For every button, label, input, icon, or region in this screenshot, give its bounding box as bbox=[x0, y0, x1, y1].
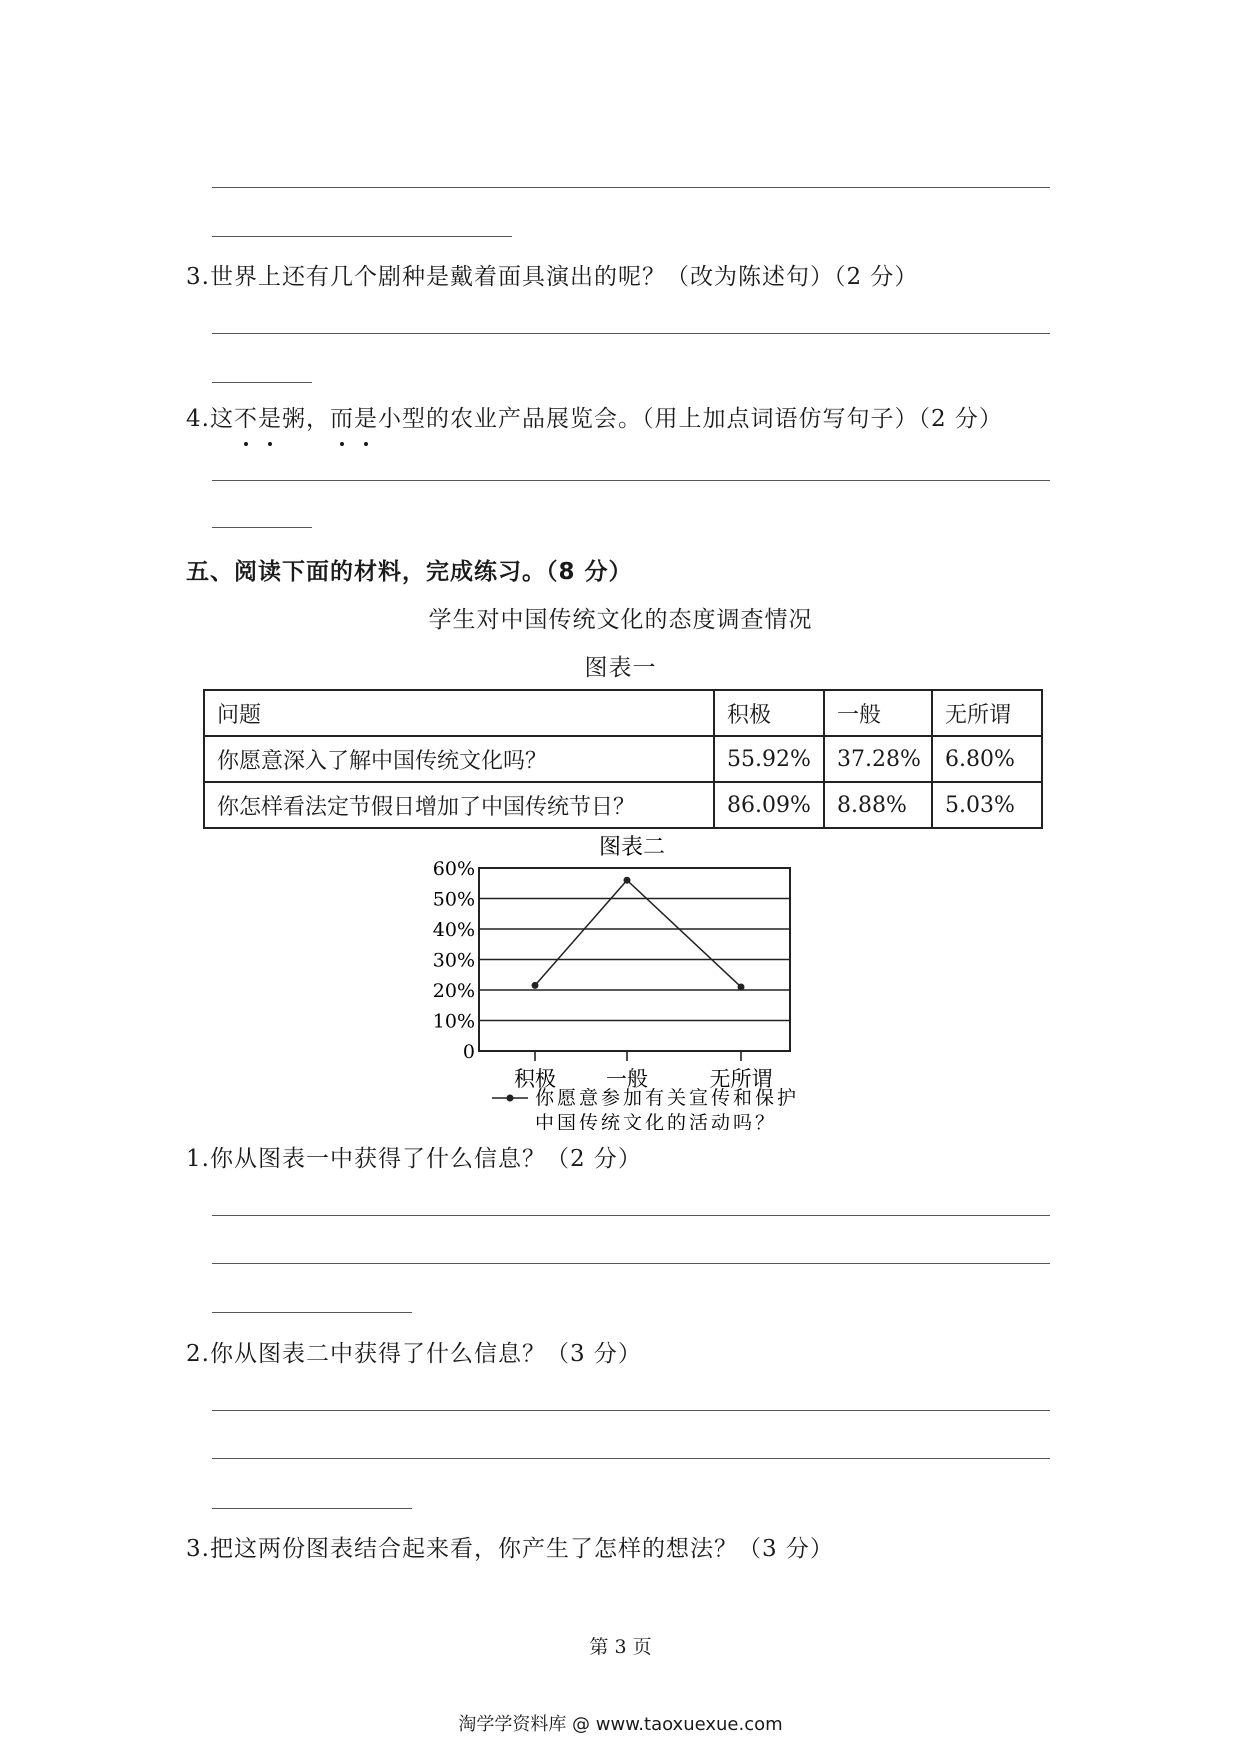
series-line bbox=[532, 877, 745, 991]
table-cell: 6.80% bbox=[932, 736, 1042, 782]
answer-line bbox=[212, 1215, 1050, 1216]
table-cell: 你愿意深入了解中国传统文化吗？ bbox=[204, 736, 714, 782]
q4-text-c: 小型的农业产品展览会。（用上加点词语仿写句子）（2 分） bbox=[377, 406, 1003, 432]
y-tick-label: 0 bbox=[462, 1041, 475, 1063]
table-header-cell: 问题 bbox=[204, 690, 714, 736]
table-row bbox=[204, 736, 1042, 782]
gridlines bbox=[479, 899, 790, 1021]
survey-title: 学生对中国传统文化的态度调查情况 bbox=[428, 607, 813, 633]
series-polyline bbox=[535, 880, 741, 987]
y-tick-label: 20% bbox=[432, 980, 475, 1002]
legend-text: 你愿意参加有关宣传和保护 bbox=[535, 1087, 800, 1109]
table-cell: 5.03% bbox=[932, 782, 1042, 828]
table-cell: 37.28% bbox=[824, 736, 932, 782]
table-header-cell: 一般 bbox=[824, 690, 932, 736]
section-heading: 五、阅读下面的材料，完成练习。（8 分） bbox=[186, 559, 633, 585]
footer-watermark: 淘学学资料库 @ www.taoxuexue.com bbox=[458, 1714, 783, 1735]
data-point bbox=[532, 982, 539, 989]
legend bbox=[492, 1087, 799, 1130]
survey-table bbox=[203, 689, 1043, 829]
legend-text: 中国传统文化的活动吗？ bbox=[535, 1112, 778, 1130]
dotted-char: 是 bbox=[353, 406, 378, 432]
question-5-3: 3.把这两份图表结合起来看，你产生了怎样的想法？（3 分） bbox=[186, 1536, 834, 1562]
x-tick-label: 一般 bbox=[606, 1067, 648, 1091]
question-5-2: 2.你从图表二中获得了什么信息？（3 分） bbox=[186, 1341, 642, 1367]
y-tick-label: 50% bbox=[432, 888, 475, 911]
q4-text-a: 4.这 bbox=[186, 406, 234, 432]
y-tick-label: 30% bbox=[432, 949, 475, 972]
table-row bbox=[204, 782, 1042, 828]
dotted-char: 是 bbox=[257, 406, 282, 432]
answer-line bbox=[212, 1508, 412, 1509]
line-chart bbox=[0, 830, 1241, 1130]
table-header-cell: 无所谓 bbox=[932, 690, 1042, 736]
answer-line bbox=[212, 527, 312, 528]
data-point bbox=[624, 877, 631, 884]
question-3: 3.世界上还有几个剧种是戴着面具演出的呢？（改为陈述句）（2 分） bbox=[186, 264, 919, 290]
y-tick-label: 10% bbox=[432, 1010, 475, 1033]
answer-line bbox=[212, 1458, 1050, 1459]
x-tick-label: 积极 bbox=[514, 1067, 556, 1091]
chart-title: 图表二 bbox=[598, 835, 666, 860]
q4-text-b: 粥， bbox=[281, 406, 330, 432]
data-point bbox=[738, 983, 745, 990]
table-cell: 55.92% bbox=[714, 736, 824, 782]
question-5-1: 1.你从图表一中获得了什么信息？（2 分） bbox=[186, 1146, 642, 1172]
dotted-char: 不 bbox=[233, 406, 258, 432]
question-4 bbox=[186, 400, 1003, 433]
answer-line bbox=[212, 1410, 1050, 1411]
page-number: 第 3 页 bbox=[589, 1636, 652, 1658]
answer-line bbox=[212, 480, 1050, 481]
table-cell: 86.09% bbox=[714, 782, 824, 828]
answer-line bbox=[212, 1263, 1050, 1264]
dotted-char: 而 bbox=[329, 406, 354, 432]
x-tick-label: 无所谓 bbox=[709, 1067, 773, 1091]
table-cell: 8.88% bbox=[824, 782, 932, 828]
answer-line bbox=[212, 236, 512, 237]
table-header-cell: 积极 bbox=[714, 690, 824, 736]
answer-line bbox=[212, 382, 312, 383]
y-axis-ticks bbox=[433, 858, 475, 1063]
x-axis-ticks bbox=[514, 1051, 773, 1091]
answer-line bbox=[212, 333, 1050, 334]
legend-point-marker bbox=[507, 1095, 514, 1102]
answer-line bbox=[212, 1312, 412, 1313]
table-header-row bbox=[204, 690, 1042, 736]
answer-line bbox=[212, 187, 1050, 188]
y-tick-label: 40% bbox=[432, 919, 475, 941]
table-cell: 你怎样看法定节假日增加了中国传统节日？ bbox=[204, 782, 714, 828]
table-caption: 图表一 bbox=[584, 655, 657, 681]
y-tick-label: 60% bbox=[432, 858, 475, 880]
